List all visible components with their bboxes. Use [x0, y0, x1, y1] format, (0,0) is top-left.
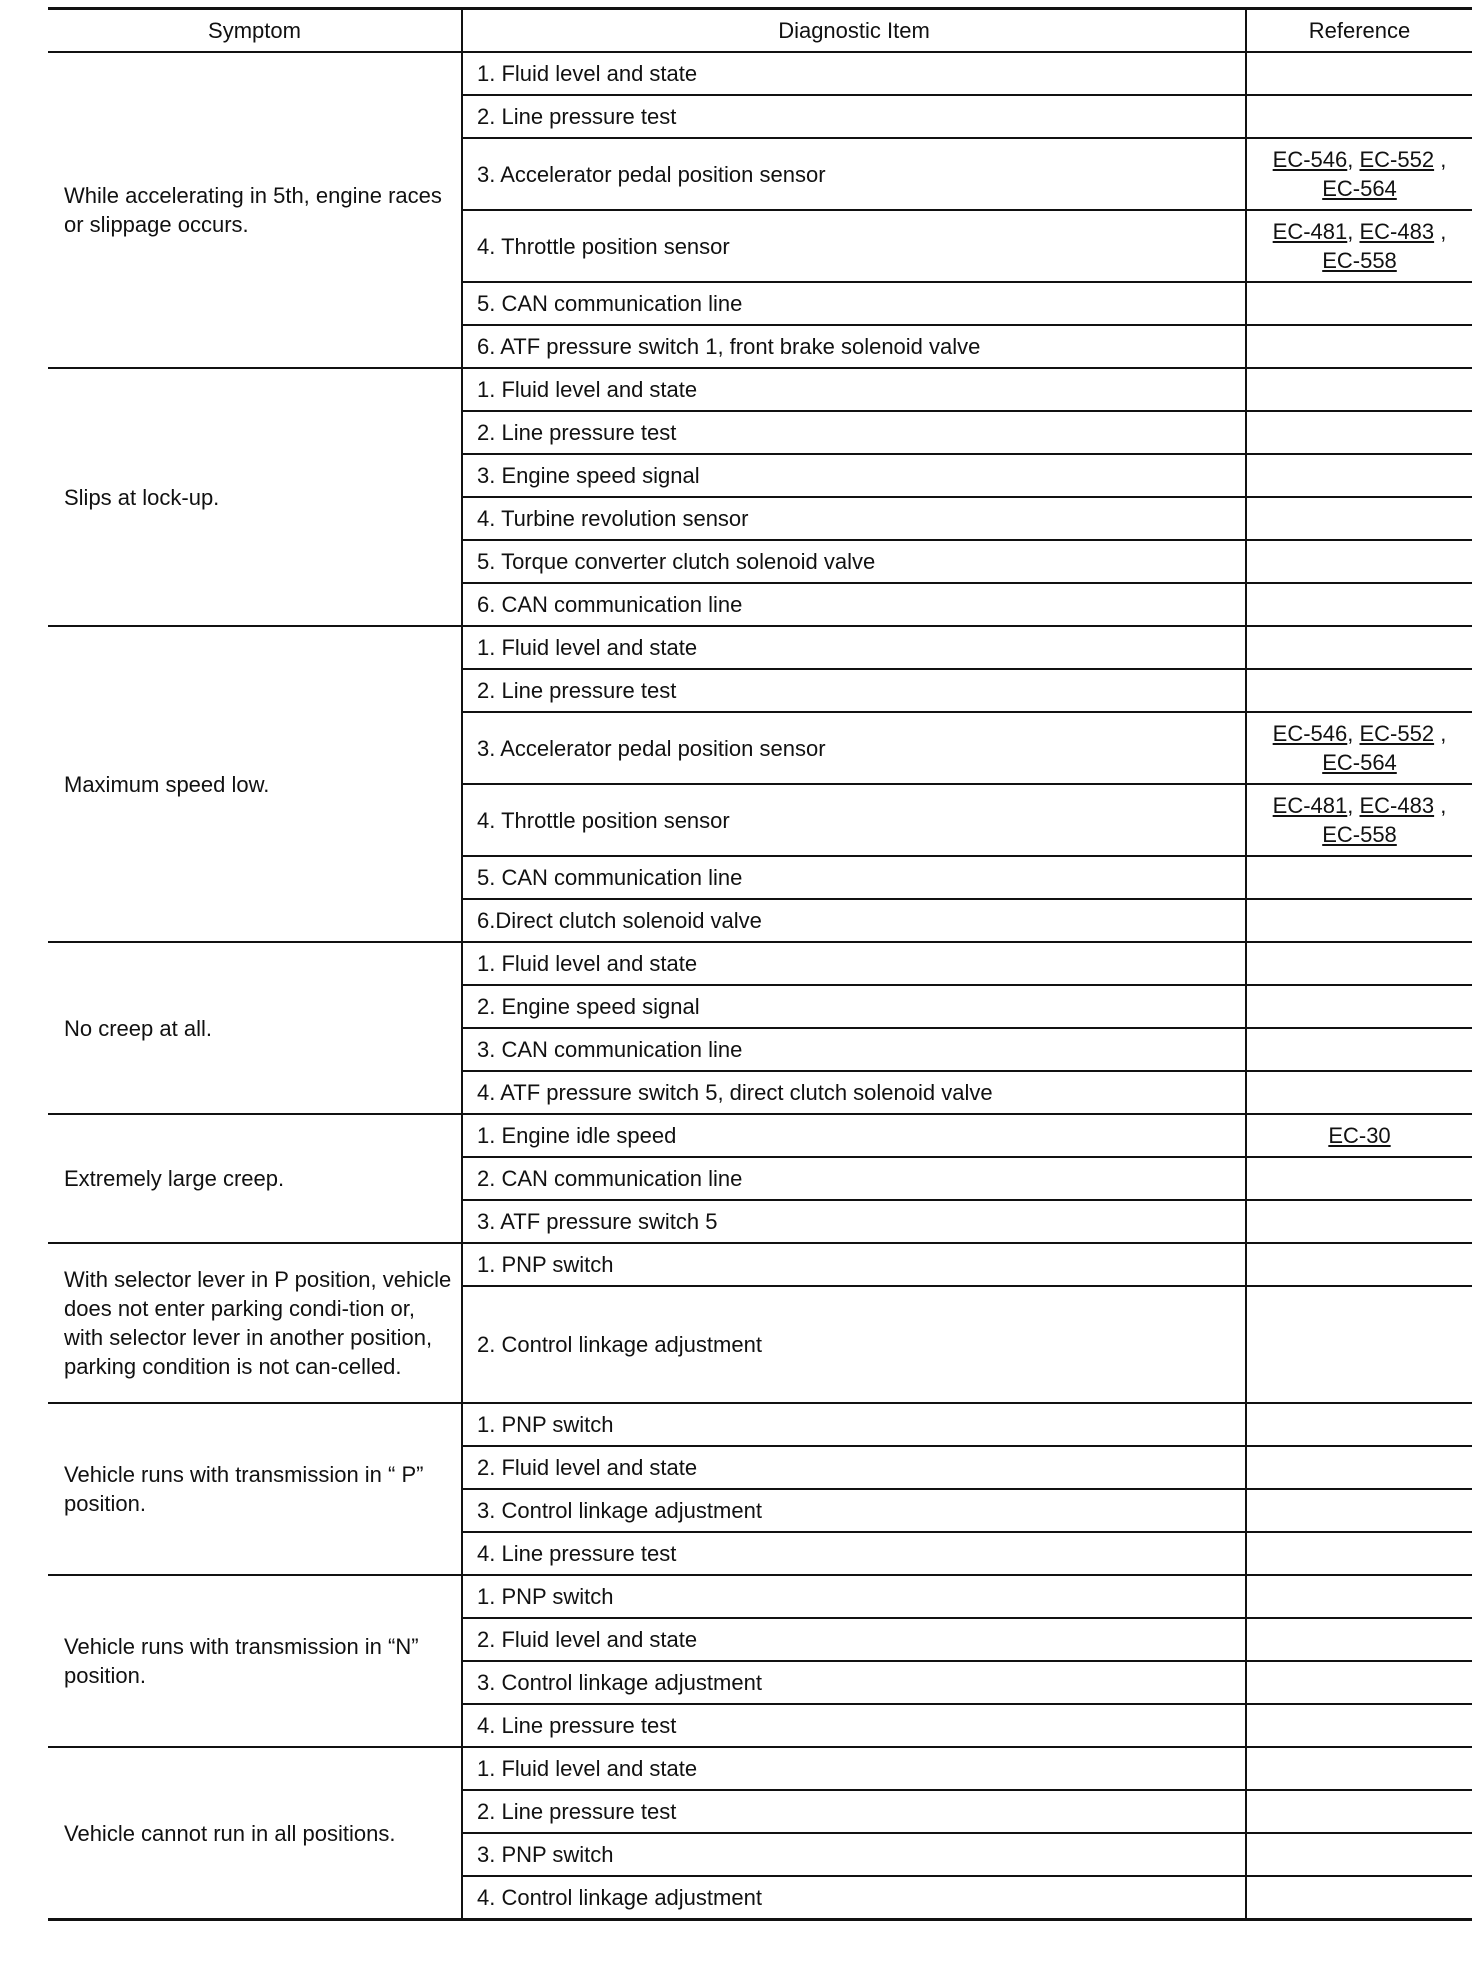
reference-cell [1246, 1618, 1472, 1661]
reference-line [1251, 748, 1468, 777]
diagnostic-item-cell: 4. Line pressure test [462, 1704, 1246, 1747]
reference-cell [1246, 210, 1472, 282]
symptom-cell: Vehicle runs with transmission in “N” position. [48, 1575, 462, 1747]
diagnostic-item-cell: 1. Engine idle speed [462, 1114, 1246, 1157]
reference-link[interactable]: EC-481 [1272, 219, 1348, 244]
diagnostic-item-cell: 1. PNP switch [462, 1243, 1246, 1286]
reference-cell [1246, 1790, 1472, 1833]
symptom-cell: With selector lever in P position, vehicle does not enter parking condi-tion or, with selector lever in another position, parking condition is not can-celled. [48, 1243, 462, 1403]
diagnostic-item-cell: 4. Throttle position sensor [462, 784, 1246, 856]
diagnostic-item-cell: 2. Fluid level and state [462, 1618, 1246, 1661]
diagnostic-item-cell: 3. CAN communication line [462, 1028, 1246, 1071]
symptom-cell: Vehicle runs with transmission in “ P” position. [48, 1403, 462, 1575]
diagnostic-item-cell: 1. Fluid level and state [462, 368, 1246, 411]
table-row [48, 1403, 1472, 1446]
table-row [48, 1575, 1472, 1618]
reference-link[interactable]: EC-30 [1328, 1123, 1391, 1148]
diagnostic-item-cell: 3. Control linkage adjustment [462, 1661, 1246, 1704]
reference-cell [1246, 626, 1472, 669]
table-row [48, 1114, 1472, 1157]
reference-cell [1246, 1876, 1472, 1920]
reference-separator: , [1434, 147, 1447, 172]
diagnostic-item-cell: 2. Engine speed signal [462, 985, 1246, 1028]
reference-link[interactable]: EC-552 [1359, 147, 1435, 172]
reference-cell [1246, 583, 1472, 626]
diagnostic-item-cell: 2. Control linkage adjustment [462, 1286, 1246, 1403]
diagnostic-item-cell: 4. Control linkage adjustment [462, 1876, 1246, 1920]
reference-link[interactable]: EC-564 [1322, 176, 1397, 201]
diagnostic-item-cell: 3. Control linkage adjustment [462, 1489, 1246, 1532]
reference-cell [1246, 1489, 1472, 1532]
table-row [48, 1747, 1472, 1790]
diagnostic-item-cell: 6.Direct clutch solenoid valve [462, 899, 1246, 942]
reference-cell [1246, 1286, 1472, 1403]
reference-line [1251, 145, 1468, 174]
diagnostic-item-cell: 2. Line pressure test [462, 411, 1246, 454]
header-diagnostic-item: Diagnostic Item [462, 9, 1246, 53]
reference-link[interactable]: EC-546 [1272, 147, 1348, 172]
diagnostic-item-cell: 5. CAN communication line [462, 856, 1246, 899]
reference-separator: , [1347, 721, 1360, 746]
reference-cell [1246, 1114, 1472, 1157]
reference-cell [1246, 784, 1472, 856]
reference-separator: , [1347, 147, 1360, 172]
diagnostic-item-cell: 1. Fluid level and state [462, 52, 1246, 95]
reference-line [1251, 820, 1468, 849]
reference-cell [1246, 1200, 1472, 1243]
diagnostic-item-cell: 1. PNP switch [462, 1403, 1246, 1446]
reference-cell [1246, 1661, 1472, 1704]
reference-cell [1246, 1446, 1472, 1489]
reference-link[interactable]: EC-564 [1322, 750, 1397, 775]
reference-cell [1246, 1157, 1472, 1200]
header-symptom: Symptom [48, 9, 462, 53]
diagnostic-item-cell: 4. Turbine revolution sensor [462, 497, 1246, 540]
reference-separator: , [1434, 793, 1447, 818]
reference-line [1251, 246, 1468, 275]
reference-line [1251, 719, 1468, 748]
diagnostic-item-cell: 6. ATF pressure switch 1, front brake solenoid valve [462, 325, 1246, 368]
diagnostic-item-cell: 1. Fluid level and state [462, 1747, 1246, 1790]
diagnostic-item-cell: 5. Torque converter clutch solenoid valve [462, 540, 1246, 583]
reference-line [1251, 174, 1468, 203]
reference-line [1251, 1121, 1468, 1150]
diagnostic-item-cell: 4. Throttle position sensor [462, 210, 1246, 282]
reference-link[interactable]: EC-546 [1272, 721, 1348, 746]
diagnostic-item-cell: 6. CAN communication line [462, 583, 1246, 626]
reference-link[interactable]: EC-558 [1322, 248, 1397, 273]
reference-cell [1246, 95, 1472, 138]
reference-cell [1246, 1028, 1472, 1071]
reference-cell [1246, 368, 1472, 411]
reference-separator: , [1347, 793, 1360, 818]
reference-cell [1246, 411, 1472, 454]
reference-separator: , [1434, 721, 1447, 746]
reference-link[interactable]: EC-552 [1359, 721, 1435, 746]
table-row [48, 942, 1472, 985]
reference-line [1251, 217, 1468, 246]
reference-cell [1246, 454, 1472, 497]
table-row [48, 368, 1472, 411]
diagnostic-item-cell: 1. Fluid level and state [462, 942, 1246, 985]
header-reference: Reference [1246, 9, 1472, 53]
reference-cell [1246, 497, 1472, 540]
reference-cell [1246, 669, 1472, 712]
reference-link[interactable]: EC-481 [1272, 793, 1348, 818]
table-row [48, 626, 1472, 669]
diagnostic-item-cell: 2. Line pressure test [462, 669, 1246, 712]
reference-cell [1246, 899, 1472, 942]
diagnostic-item-cell: 2. Line pressure test [462, 1790, 1246, 1833]
diagnostic-item-cell: 2. Line pressure test [462, 95, 1246, 138]
reference-cell [1246, 1833, 1472, 1876]
reference-cell [1246, 52, 1472, 95]
diagnosis-table [48, 7, 1472, 1921]
table-row [48, 1243, 1472, 1286]
reference-separator: , [1347, 219, 1360, 244]
diagnostic-item-cell: 3. Accelerator pedal position sensor [462, 712, 1246, 784]
symptom-cell: Slips at lock-up. [48, 368, 462, 626]
symptom-cell: Maximum speed low. [48, 626, 462, 942]
reference-cell [1246, 1071, 1472, 1114]
reference-link[interactable]: EC-483 [1359, 219, 1435, 244]
reference-cell [1246, 985, 1472, 1028]
reference-cell [1246, 856, 1472, 899]
reference-cell [1246, 282, 1472, 325]
reference-cell [1246, 540, 1472, 583]
diagnostic-item-cell: 5. CAN communication line [462, 282, 1246, 325]
reference-cell [1246, 1243, 1472, 1286]
diagnostic-item-cell: 4. Line pressure test [462, 1532, 1246, 1575]
reference-separator: , [1434, 219, 1447, 244]
symptom-cell: Extremely large creep. [48, 1114, 462, 1243]
table-body [48, 52, 1472, 1920]
reference-link[interactable]: EC-483 [1359, 793, 1435, 818]
diagnostic-item-cell: 2. CAN communication line [462, 1157, 1246, 1200]
diagnostic-item-cell: 3. Accelerator pedal position sensor [462, 138, 1246, 210]
reference-cell [1246, 942, 1472, 985]
symptom-cell: No creep at all. [48, 942, 462, 1114]
diagnostic-item-cell: 3. Engine speed signal [462, 454, 1246, 497]
reference-cell [1246, 138, 1472, 210]
table-row [48, 52, 1472, 95]
reference-cell [1246, 1532, 1472, 1575]
diagnostic-item-cell: 3. ATF pressure switch 5 [462, 1200, 1246, 1243]
reference-line [1251, 791, 1468, 820]
reference-link[interactable]: EC-558 [1322, 822, 1397, 847]
reference-cell [1246, 1704, 1472, 1747]
diagnostic-item-cell: 2. Fluid level and state [462, 1446, 1246, 1489]
symptom-cell: Vehicle cannot run in all positions. [48, 1747, 462, 1920]
reference-cell [1246, 1747, 1472, 1790]
reference-cell [1246, 712, 1472, 784]
reference-cell [1246, 1403, 1472, 1446]
reference-cell [1246, 325, 1472, 368]
diagnostic-item-cell: 4. ATF pressure switch 5, direct clutch solenoid valve [462, 1071, 1246, 1114]
reference-cell [1246, 1575, 1472, 1618]
diagnostic-item-cell: 1. PNP switch [462, 1575, 1246, 1618]
symptom-cell: While accelerating in 5th, engine races or slippage occurs. [64, 183, 442, 237]
diagnostic-item-cell: 3. PNP switch [462, 1833, 1246, 1876]
header-row [48, 9, 1472, 53]
diagnostic-item-cell: 1. Fluid level and state [462, 626, 1246, 669]
